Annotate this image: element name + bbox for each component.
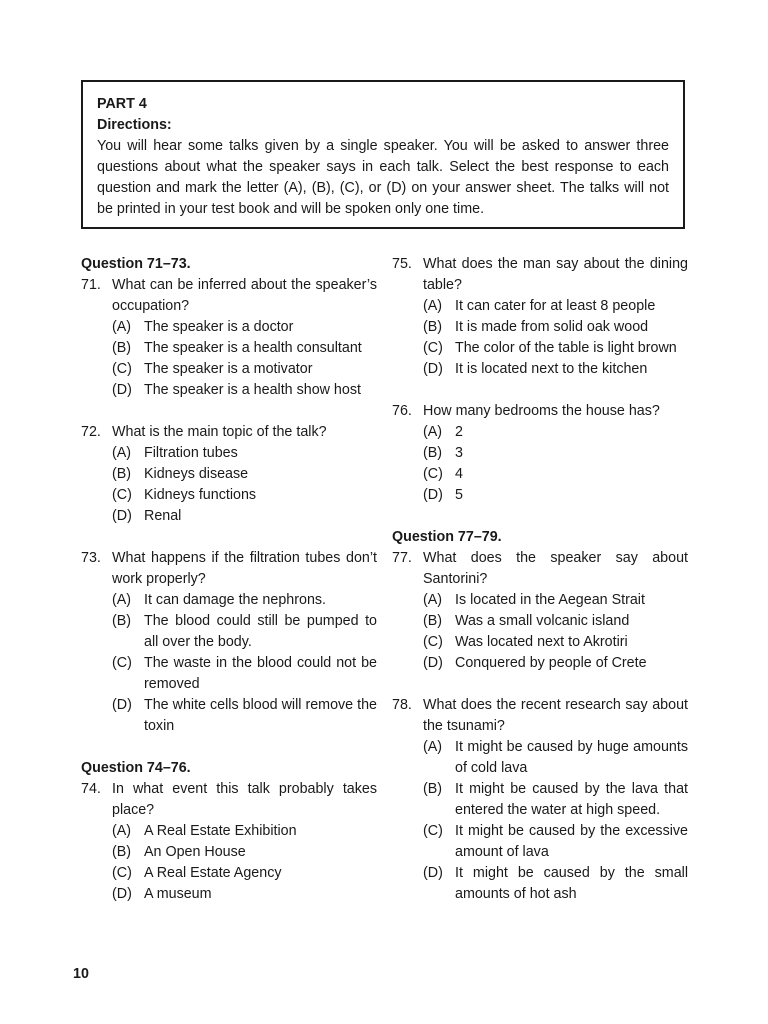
option-letter: (C) [112,361,132,377]
option-d [392,485,688,506]
question-number: 72. [81,424,101,440]
question-text: In what event this talk probably takes place? [112,781,377,818]
option-letter: (D) [112,697,132,713]
option-text: A museum [144,886,212,902]
question-73 [81,548,377,737]
option-letter: (B) [112,613,132,629]
question-text: How many bedrooms the house has? [423,403,660,419]
question-number: 75. [392,256,412,272]
option-letter: (C) [423,340,443,356]
option-text: 3 [455,445,463,461]
option-letter: (A) [112,445,132,461]
option-letter: (B) [112,466,132,482]
question-number: 71. [81,277,101,293]
option-text: 2 [455,424,463,440]
option-letter: (B) [423,781,443,797]
option-letter: (B) [423,445,443,461]
question-number: 76. [392,403,412,419]
option-d [81,380,377,401]
question-72 [81,422,377,527]
option-c [81,359,377,380]
option-letter: (C) [423,466,443,482]
option-letter: (A) [112,823,132,839]
option-text: Was a small volcanic island [455,613,630,629]
option-b [81,611,377,653]
option-letter: (D) [423,487,443,503]
question-76 [392,401,688,506]
part-title: PART 4 [97,96,147,112]
option-c [81,485,377,506]
option-letter: (C) [112,655,132,671]
option-text: Kidneys disease [144,466,249,482]
option-letter: (B) [112,340,132,356]
option-text: It is located next to the kitchen [455,361,648,377]
option-letter: (A) [112,592,132,608]
option-d [392,359,688,380]
option-b [392,611,688,632]
option-text: The speaker is a health show host [144,382,361,398]
option-a [81,443,377,464]
option-text: It might be caused by the excessive amount of lava [455,823,688,860]
group-heading: Question 74–76. [81,760,191,776]
option-c [81,653,377,695]
option-letter: (A) [423,592,443,608]
option-c [392,338,688,359]
question-74 [81,779,377,905]
question-text: What does the recent research say about the tsunami? [423,697,688,734]
option-a [81,821,377,842]
option-b [81,338,377,359]
option-d [392,863,688,905]
option-text: The speaker is a motivator [144,361,313,377]
option-letter: (C) [423,823,443,839]
option-letter: (A) [423,739,443,755]
group-heading: Question 77–79. [392,529,502,545]
option-a [392,590,688,611]
option-letter: (D) [423,361,443,377]
option-d [81,695,377,737]
option-text: Kidneys functions [144,487,257,503]
option-text: The speaker is a health consultant [144,340,362,356]
option-b [81,842,377,863]
option-b [81,464,377,485]
option-text: The color of the table is light brown [455,340,677,356]
option-a [392,422,688,443]
option-text: Is located in the Aegean Strait [455,592,645,608]
question-number: 77. [392,550,412,566]
option-letter: (C) [112,865,132,881]
option-c [81,863,377,884]
option-text: The white cells blood will remove the toxin [144,697,377,734]
option-letter: (B) [423,319,443,335]
option-text: It can cater for at least 8 people [455,298,656,314]
option-text: Filtration tubes [144,445,238,461]
option-letter: (D) [423,865,443,881]
option-text: A Real Estate Exhibition [144,823,297,839]
option-d [81,884,377,905]
option-letter: (B) [112,844,132,860]
option-a [81,590,377,611]
left-column [81,254,377,905]
option-letter: (C) [112,487,132,503]
group-heading: Question 71–73. [81,256,191,272]
right-column [392,254,688,905]
option-text: Was located next to Akrotiri [455,634,628,650]
question-text: What happens if the filtration tubes don’t work properly? [112,550,377,587]
option-letter: (A) [423,298,443,314]
option-text: The speaker is a doctor [144,319,294,335]
option-letter: (D) [112,508,132,524]
option-letter: (D) [423,655,443,671]
option-text: A Real Estate Agency [144,865,282,881]
option-text: The blood could still be pumped to all over the body. [144,613,377,650]
option-c [392,464,688,485]
option-b [392,317,688,338]
option-letter: (A) [423,424,443,440]
option-text: It might be caused by huge amounts of cold lava [455,739,688,776]
option-c [392,821,688,863]
directions-label: Directions: [97,117,172,133]
option-a [392,737,688,779]
option-letter: (B) [423,613,443,629]
question-number: 78. [392,697,412,713]
option-text: It might be caused by the lava that entered the water at high speed. [455,781,688,818]
question-75 [392,254,688,380]
directions-text: You will hear some talks given by a single speaker. You will be asked to answer three questions about what the speaker says in each talk. Select the best response to each question and mark the letter (A), (B), (C), or (D) on your answer sheet. The talks will not be printed in your test book and will be spoken only one time. [97,138,669,217]
option-text: The waste in the blood could not be removed [144,655,377,692]
option-letter: (C) [423,634,443,650]
option-a [81,317,377,338]
question-71 [81,275,377,401]
option-b [392,443,688,464]
question-text: What is the main topic of the talk? [112,424,327,440]
option-b [392,779,688,821]
directions-box [81,80,685,229]
option-text: An Open House [144,844,246,860]
option-text: Conquered by people of Crete [455,655,647,671]
question-text: What can be inferred about the speaker’s occupation? [112,277,377,314]
question-text: What does the speaker say about Santorini? [423,550,688,587]
option-text: It is made from solid oak wood [455,319,649,335]
question-text: What does the man say about the dining table? [423,256,688,293]
question-number: 73. [81,550,101,566]
question-number: 74. [81,781,101,797]
question-78 [392,695,688,905]
page-number: 10 [73,966,89,982]
option-d [81,506,377,527]
option-text: 4 [455,466,463,482]
option-text: It might be caused by the small amounts of hot ash [455,865,688,902]
option-c [392,632,688,653]
option-d [392,653,688,674]
option-letter: (A) [112,319,132,335]
option-letter: (D) [112,886,132,902]
question-77 [392,548,688,674]
option-text: Renal [144,508,182,524]
option-text: It can damage the nephrons. [144,592,327,608]
option-a [392,296,688,317]
option-text: 5 [455,487,463,503]
option-letter: (D) [112,382,132,398]
